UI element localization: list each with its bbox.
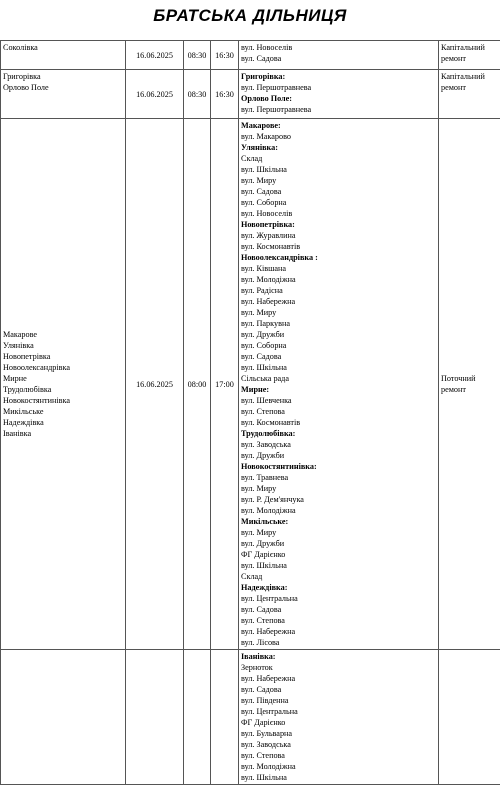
addresses-cell — [239, 119, 439, 650]
village-heading: Новопетрівка: — [241, 220, 295, 229]
street-item: ФГ Дарієнко — [241, 550, 286, 559]
street-item: вул. Молодіжна — [241, 275, 296, 284]
settlement-name: Іванівка — [3, 429, 32, 438]
settlement-name: Соколівка — [3, 43, 38, 52]
street-item: вул. Садова — [241, 352, 282, 361]
street-item: вул. Шкільна — [241, 561, 287, 570]
street-item: Склад — [241, 572, 263, 581]
street-item: вул. Молодіжна — [241, 506, 296, 515]
street-item: вул. Дружби — [241, 451, 285, 460]
work-type-cell: Поточний ремонт — [439, 119, 500, 650]
outage-schedule-table — [0, 40, 500, 785]
street-item: вул. Дружби — [241, 539, 285, 548]
street-item: вул. Паркувна — [241, 319, 290, 328]
street-item: вул. Ківшана — [241, 264, 287, 273]
table-row — [1, 70, 500, 119]
settlement-name: Новокостянтинівка — [3, 396, 70, 405]
settlements-cell — [1, 650, 126, 785]
street-item: вул. Садова — [241, 605, 282, 614]
village-heading: Макарове: — [241, 121, 281, 130]
street-item: вул. Центральна — [241, 707, 298, 716]
work-type-cell — [439, 650, 500, 785]
addresses-cell — [239, 650, 439, 785]
street-item: вул. Миру — [241, 176, 277, 185]
settlement-name: Улянівка — [3, 341, 34, 350]
settlement-name: Григорівка — [3, 72, 41, 81]
street-item: вул. Степова — [241, 407, 285, 416]
settlement-name: Надеждівка — [3, 418, 44, 427]
street-item: вул. Лісова — [241, 638, 280, 647]
street-item: вул. Новоселів — [241, 43, 293, 52]
village-heading: Улянівка: — [241, 143, 278, 152]
table-body — [1, 41, 500, 785]
street-item: вул. Бульварна — [241, 729, 293, 738]
street-item: вул. Соборна — [241, 341, 287, 350]
end-time-cell — [211, 650, 239, 785]
street-item: вул. Набережна — [241, 674, 296, 683]
street-item: вул. Садова — [241, 685, 282, 694]
start-time-cell: 08:00 — [184, 119, 211, 650]
addresses-cell — [239, 41, 439, 70]
street-item: Сільська рада — [241, 374, 289, 383]
settlement-name: Мирне — [3, 374, 27, 383]
village-heading: Микільське: — [241, 517, 289, 526]
village-heading: Мирне: — [241, 385, 270, 394]
street-item: вул. Миру — [241, 528, 277, 537]
street-item: вул. Степова — [241, 751, 285, 760]
street-item: вул. Шевченка — [241, 396, 292, 405]
street-item: вул. Р. Дем'янчука — [241, 495, 304, 504]
end-time-cell: 16:30 — [211, 70, 239, 119]
settlement-name: Новоолександрівка — [3, 363, 71, 372]
street-item: вул. Шкільна — [241, 165, 287, 174]
end-time-cell: 17:00 — [211, 119, 239, 650]
street-item: вул. Набережна — [241, 627, 296, 636]
street-item: вул. Садова — [241, 54, 282, 63]
settlements-cell — [1, 41, 126, 70]
street-item: вул. Космонавтів — [241, 418, 301, 427]
start-time-cell — [184, 650, 211, 785]
date-cell: 16.06.2025 — [126, 70, 184, 119]
street-item: вул. Шкільна — [241, 363, 287, 372]
settlements-cell — [1, 119, 126, 650]
street-item: вул. Шкільна — [241, 773, 287, 782]
date-cell: 16.06.2025 — [126, 119, 184, 650]
street-item: Склад — [241, 154, 263, 163]
street-item: вул. Заводська — [241, 740, 291, 749]
village-heading: Надеждівка: — [241, 583, 288, 592]
village-heading: Новокостянтинівка: — [241, 462, 317, 471]
street-item: вул. Журавлина — [241, 231, 296, 240]
street-item: вул. Садова — [241, 187, 282, 196]
street-item: вул. Набережна — [241, 297, 296, 306]
street-item: вул. Радісна — [241, 286, 283, 295]
street-item: вул. Новоселів — [241, 209, 293, 218]
settlements-cell — [1, 70, 126, 119]
end-time-cell: 16:30 — [211, 41, 239, 70]
street-item: вул. Заводська — [241, 440, 291, 449]
page-title: БРАТСЬКА ДІЛЬНИЦЯ — [153, 6, 347, 25]
table-row — [1, 650, 500, 785]
date-cell — [126, 650, 184, 785]
village-heading: Орлово Поле: — [241, 94, 293, 103]
street-item: Зерноток — [241, 663, 273, 672]
street-item: вул. Центральна — [241, 594, 298, 603]
settlement-name: Орлово Поле — [3, 83, 49, 92]
street-item: вул. Молодіжна — [241, 762, 296, 771]
table-row — [1, 41, 500, 70]
start-time-cell: 08:30 — [184, 41, 211, 70]
village-heading: Новоолександрівка : — [241, 253, 318, 262]
settlement-name: Новопетрівка — [3, 352, 51, 361]
work-type-cell: Капітальний ремонт — [439, 70, 500, 119]
street-item: вул. Космонавтів — [241, 242, 301, 251]
work-type-cell: Капітальний ремонт — [439, 41, 500, 70]
village-heading: Григорівка: — [241, 72, 286, 81]
settlement-name: Микільське — [3, 407, 44, 416]
addresses-cell — [239, 70, 439, 119]
street-item: вул. Травнева — [241, 473, 289, 482]
street-item: вул. Макарово — [241, 132, 291, 141]
village-heading: Іванівка: — [241, 652, 276, 661]
street-item: ФГ Дарієнко — [241, 718, 286, 727]
start-time-cell: 08:30 — [184, 70, 211, 119]
street-item: вул. Першотравнева — [241, 83, 312, 92]
street-item: вул. Соборна — [241, 198, 287, 207]
date-cell: 16.06.2025 — [126, 41, 184, 70]
village-heading: Трудолюбівка: — [241, 429, 296, 438]
street-item: вул. Південна — [241, 696, 289, 705]
street-item: вул. Першотравнева — [241, 105, 312, 114]
settlement-name: Макарове — [3, 330, 38, 339]
street-item: вул. Миру — [241, 308, 277, 317]
street-item: вул. Степова — [241, 616, 285, 625]
settlement-name: Трудолюбівка — [3, 385, 52, 394]
street-item: вул. Миру — [241, 484, 277, 493]
street-item: вул. Дружби — [241, 330, 285, 339]
table-row — [1, 119, 500, 650]
